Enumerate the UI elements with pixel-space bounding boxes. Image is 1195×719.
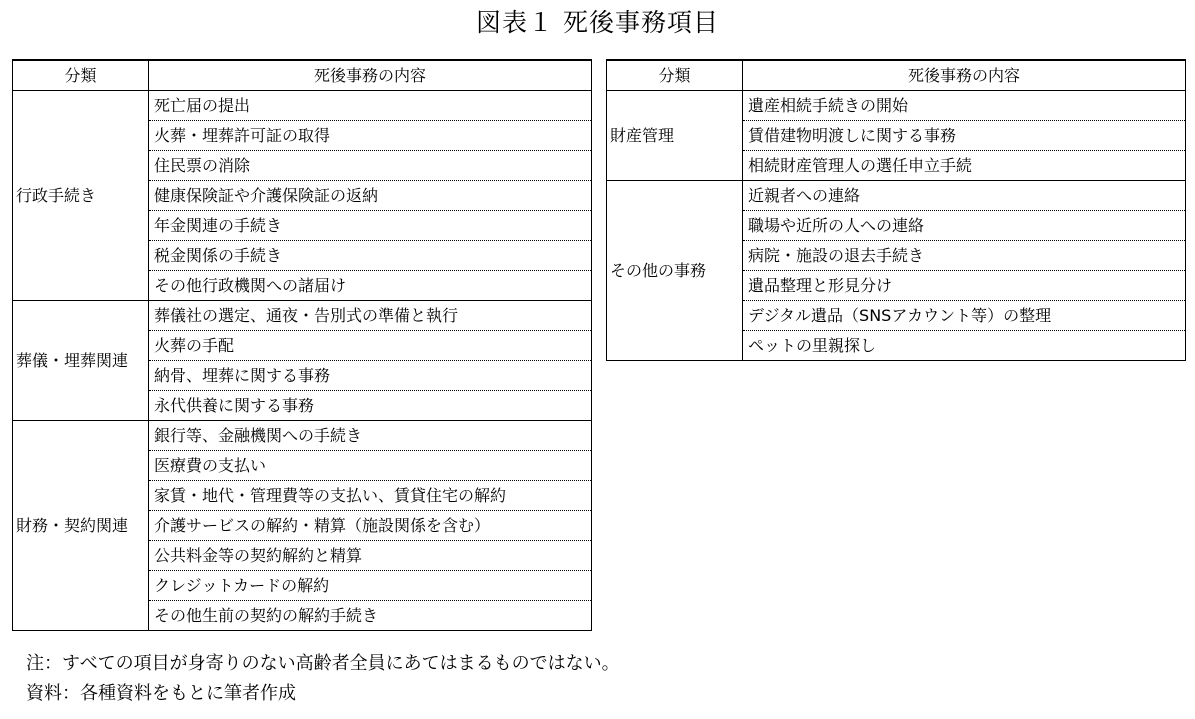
item-cell: 死亡届の提出 (149, 91, 592, 121)
right-table-body (607, 91, 1186, 361)
item-cell: 火葬の手配 (149, 331, 592, 361)
content-header: 死後事務の内容 (743, 60, 1186, 91)
item-cell: 遺品整理と形見分け (743, 271, 1186, 301)
left-table-body (13, 91, 592, 631)
table-row (607, 181, 1186, 211)
item-cell: 年金関連の手続き (149, 211, 592, 241)
table-header-row (607, 60, 1186, 91)
category-header: 分類 (607, 60, 743, 91)
item-cell: 銀行等、金融機関への手続き (149, 421, 592, 451)
figure-title: 図表１ 死後事務項目 (476, 8, 719, 37)
item-cell: 賃借建物明渡しに関する事務 (743, 121, 1186, 151)
table-row (607, 91, 1186, 121)
category-cell: 財産管理 (607, 91, 743, 181)
item-cell: ペットの里親探し (743, 331, 1186, 361)
item-cell: 医療費の支払い (149, 451, 592, 481)
right-items-table (606, 59, 1186, 361)
category-cell: 行政手続き (13, 91, 149, 301)
table-source: 資料：各種資料をもとに筆者作成 (26, 683, 296, 704)
item-cell: 家賃・地代・管理費等の支払い、賃貸住宅の解約 (149, 481, 592, 511)
item-cell: 葬儀社の選定、通夜・告別式の準備と執行 (149, 301, 592, 331)
content-header: 死後事務の内容 (149, 60, 592, 91)
item-cell: 納骨、埋葬に関する事務 (149, 361, 592, 391)
item-cell: 税金関係の手続き (149, 241, 592, 271)
category-header: 分類 (13, 60, 149, 91)
item-cell: その他生前の契約の解約手続き (149, 601, 592, 631)
item-cell: 病院・施設の退去手続き (743, 241, 1186, 271)
item-cell: 遺産相続手続きの開始 (743, 91, 1186, 121)
item-cell: 住民票の消除 (149, 151, 592, 181)
table-row (13, 91, 592, 121)
category-cell: 葬儀・埋葬関連 (13, 301, 149, 421)
item-cell: 公共料金等の契約解約と精算 (149, 541, 592, 571)
table-note: 注：すべての項目が身寄りのない高齢者全員にあてはまるものではない。 (26, 653, 620, 674)
item-cell: 近親者への連絡 (743, 181, 1186, 211)
table-row (13, 301, 592, 331)
item-cell: その他行政機関への諸届け (149, 271, 592, 301)
table-header-row (13, 60, 592, 91)
item-cell: 火葬・埋葬許可証の取得 (149, 121, 592, 151)
item-cell: クレジットカードの解約 (149, 571, 592, 601)
left-items-table (12, 59, 592, 631)
item-cell: 職場や近所の人への連絡 (743, 211, 1186, 241)
table-row (13, 421, 592, 451)
category-cell: 財務・契約関連 (13, 421, 149, 631)
category-cell: その他の事務 (607, 181, 743, 361)
item-cell: デジタル遺品（SNSアカウント等）の整理 (743, 301, 1186, 331)
item-cell: 介護サービスの解約・精算（施設関係を含む） (149, 511, 592, 541)
item-cell: 永代供養に関する事務 (149, 391, 592, 421)
item-cell: 健康保険証や介護保険証の返納 (149, 181, 592, 211)
item-cell: 相続財産管理人の選任申立手続 (743, 151, 1186, 181)
